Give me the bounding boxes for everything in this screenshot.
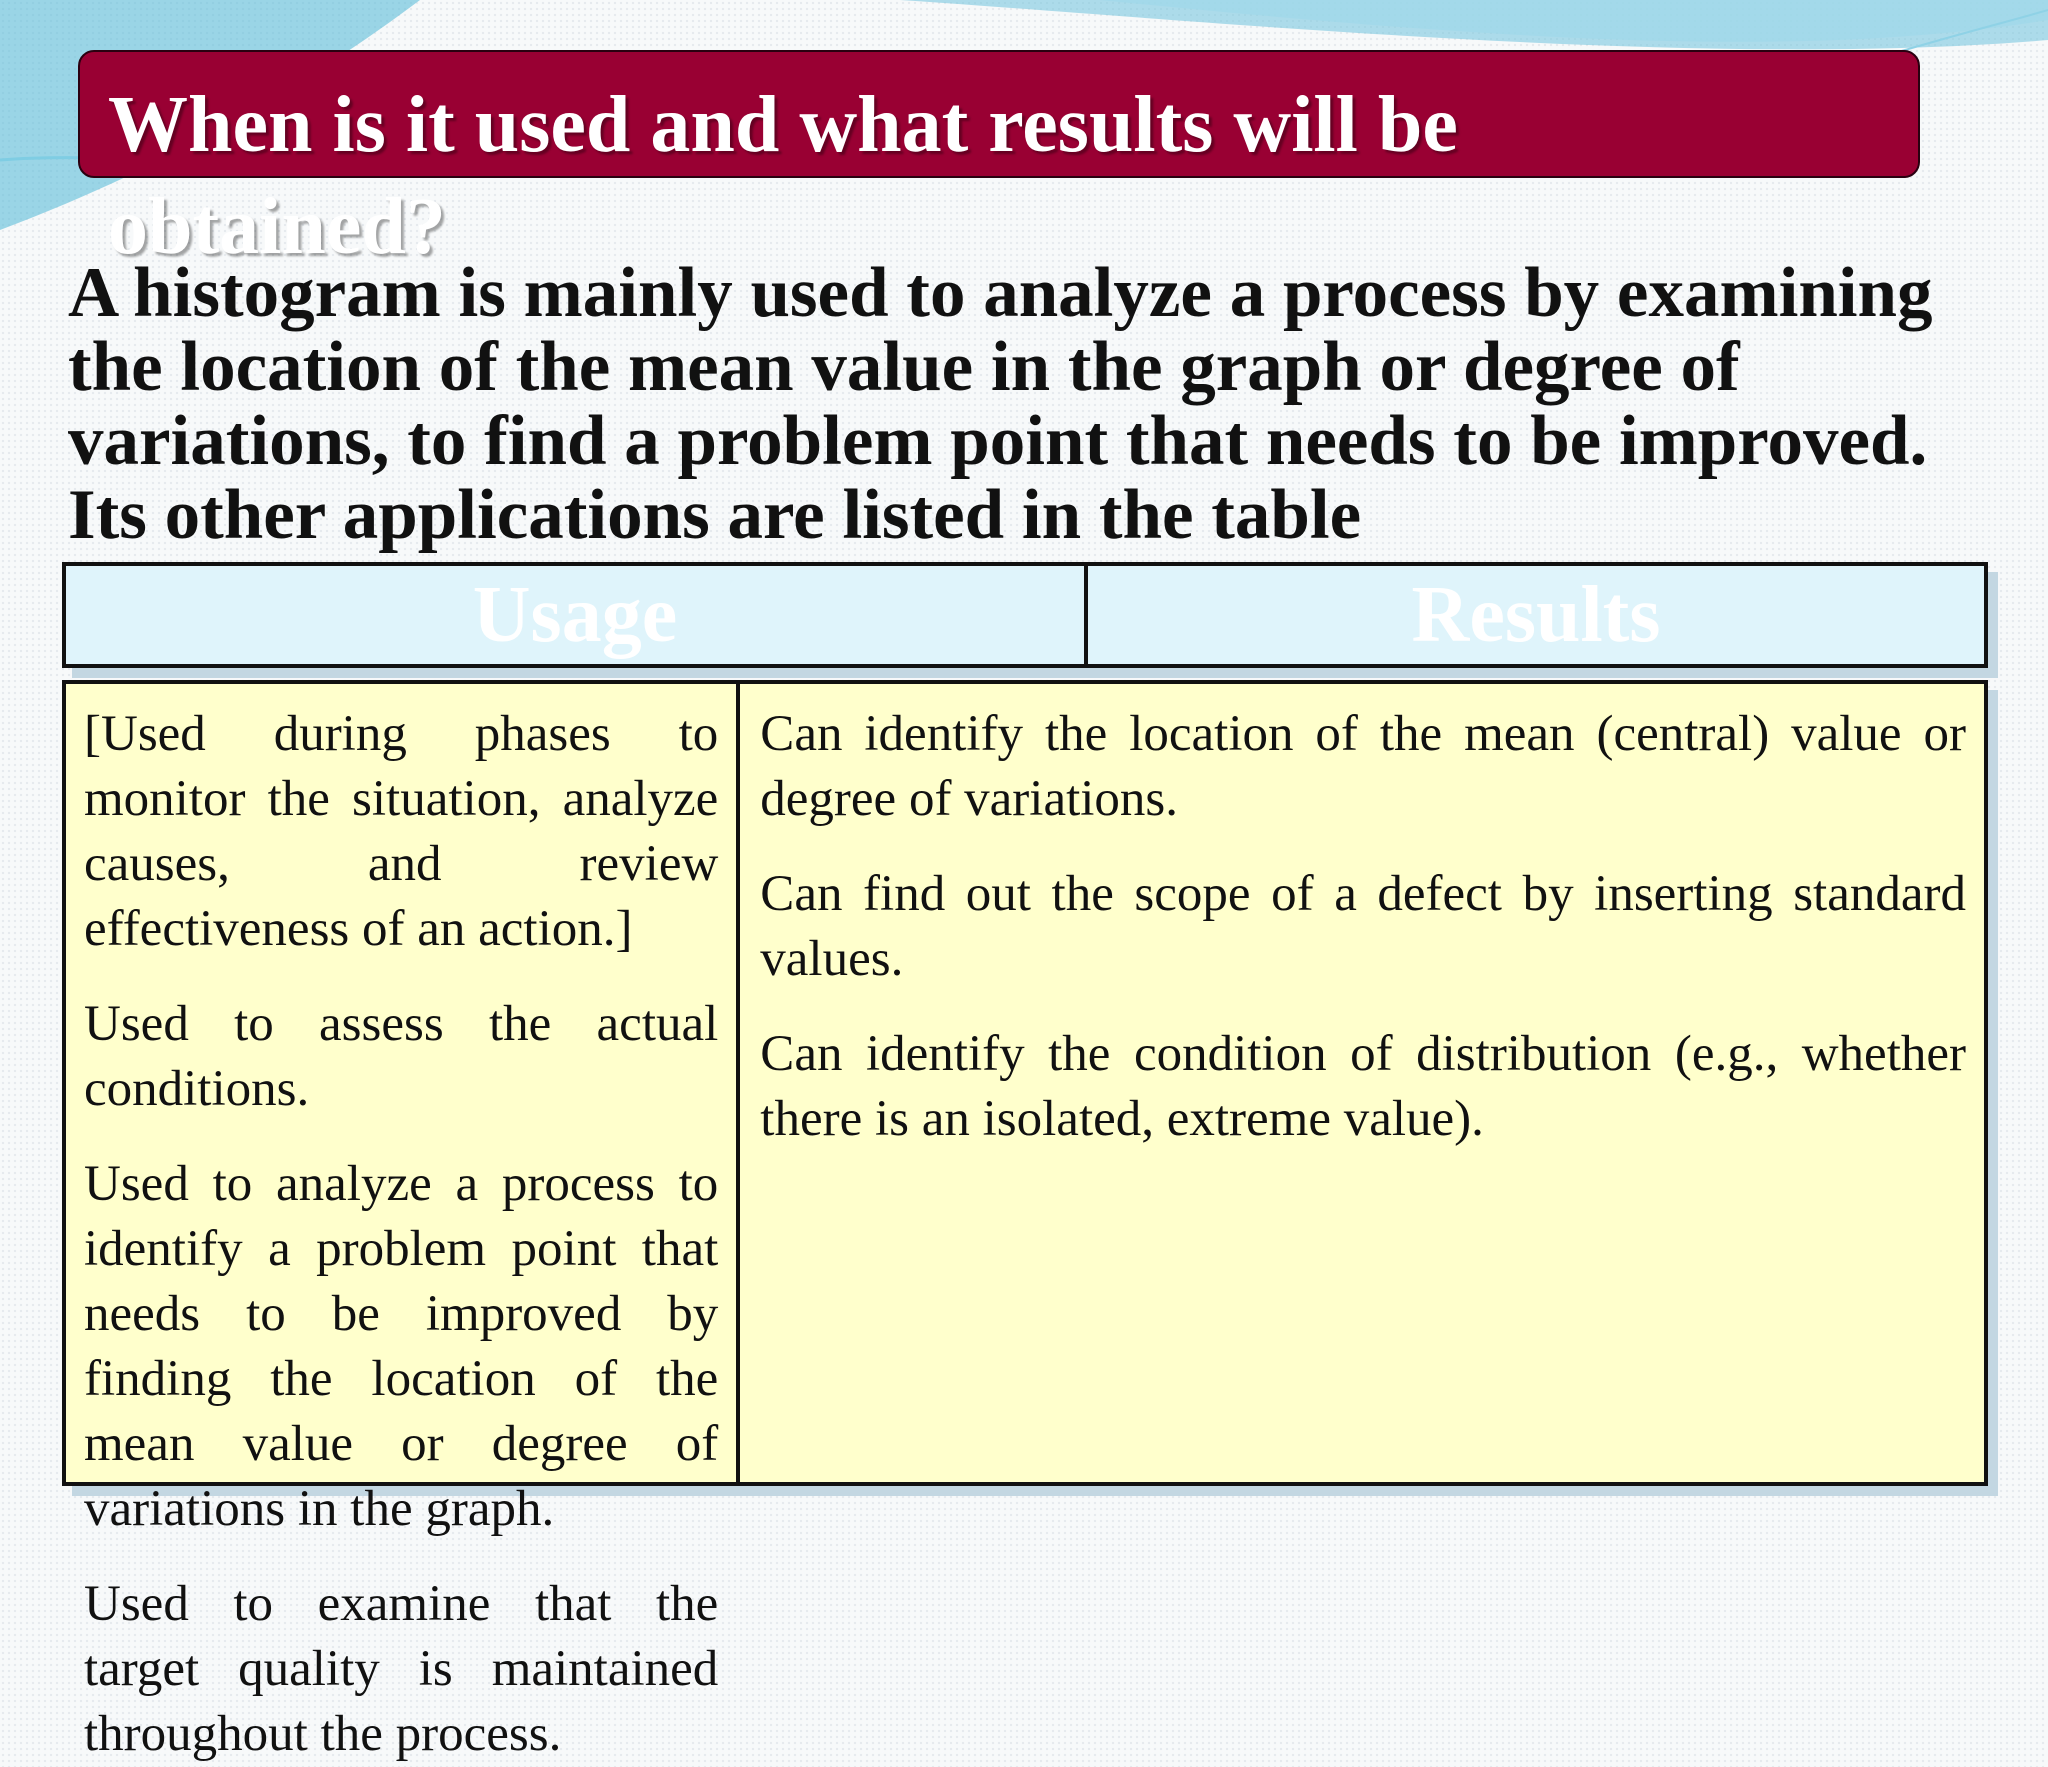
header-results: Results xyxy=(1411,570,1661,659)
usage-item: Used to analyze a process to identify a problem point that needs to be improved by finding the location of the mean value or degree of variations in the graph. xyxy=(84,1156,719,1537)
results-item: Can find out the scope of a defect by inserting standard values. xyxy=(760,866,1966,987)
applications-table xyxy=(62,680,1988,1762)
usage-column xyxy=(66,684,740,1762)
header-usage: Usage xyxy=(66,566,1088,664)
results-column xyxy=(740,684,1984,1482)
table-header-row xyxy=(62,562,1988,668)
title-banner xyxy=(78,50,1920,271)
results-item: Can identify the location of the mean (central) value or degree of variations. xyxy=(760,706,1966,827)
slide-title: When is it used and what results will be obtained? xyxy=(108,81,1458,271)
usage-item: Used to examine that the target quality is maintained throughout the process. xyxy=(84,1576,719,1762)
usage-item: Used to assess the actual conditions. xyxy=(84,996,719,1117)
intro-paragraph: A histogram is mainly used to analyze a process by examining the location of the mean value in the graph or degree of variations, to find a problem point that needs to be improved. Its other applications are listed in the table xyxy=(68,254,1933,554)
results-item: Can identify the condition of distribution (e.g., whether there is an isolated, extreme value). xyxy=(760,1026,1966,1147)
usage-item: [Used during phases to monitor the situation, analyze causes, and review effectiveness of an action.] xyxy=(84,706,719,957)
